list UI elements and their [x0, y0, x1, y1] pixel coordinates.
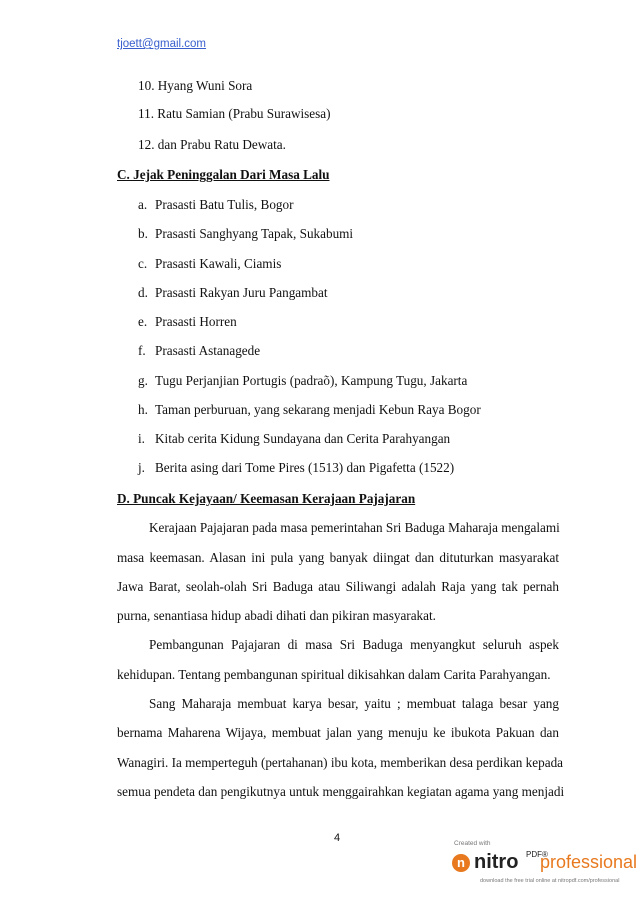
paragraph-line: kehidupan. Tentang pembangunan spiritual dikisahkan dalam Carita Parahyangan. [117, 667, 551, 682]
section-heading-c: C. Jejak Peninggalan Dari Masa Lalu [117, 167, 330, 182]
nitro-watermark[interactable] [450, 840, 638, 896]
paragraph-line: Jawa Barat, seolah-olah Sri Baduga atau Siliwangi adalah Raja yang tak pernah [117, 579, 559, 594]
paragraph-line: semua pendeta dan pengikutnya untuk menggairahkan kegiatan agama yang menjadi [117, 784, 565, 799]
paragraph-line: Pembangunan Pajajaran di masa Sri Baduga menyangkut seluruh aspek [149, 637, 559, 652]
paragraph-line: Sang Maharaja membuat karya besar, yaitu ; membuat talaga besar yang [149, 696, 559, 711]
paragraph-line: Kerajaan Pajajaran pada masa pemerintahan Sri Baduga Maharaja mengalami [149, 520, 560, 535]
paragraph-line: bernama Maharena Wijaya, membuat jalan yang menuju ke ibukota Pakuan dan [117, 725, 559, 740]
nitro-logo-icon: n [452, 854, 470, 872]
paragraph-line: purna, senantiasa hidup abadi dihati dan pikiran masyarakat. [117, 608, 436, 623]
page-number: 4 [334, 832, 341, 844]
email-link[interactable]: tjoett@gmail.com [117, 38, 207, 50]
paragraph-line: masa keemasan. Alasan ini pula yang banyak diingat dan dituturkan masyarakat [117, 550, 559, 565]
watermark-brand-sup: PDF® [526, 850, 548, 859]
watermark-created-with: Created with [454, 840, 491, 847]
watermark-product: professional [540, 852, 638, 872]
section-heading-d: D. Puncak Kejayaan/ Keemasan Kerajaan Pajajaran [117, 491, 416, 506]
paragraph-line: Wanagiri. Ia memperteguh (pertahanan) ibu kota, memberikan desa perdikan kepada [117, 755, 564, 770]
watermark-brand: nitro [474, 851, 519, 873]
watermark-fine-print: download the free trial online at nitropdf.com/professional [480, 878, 620, 884]
